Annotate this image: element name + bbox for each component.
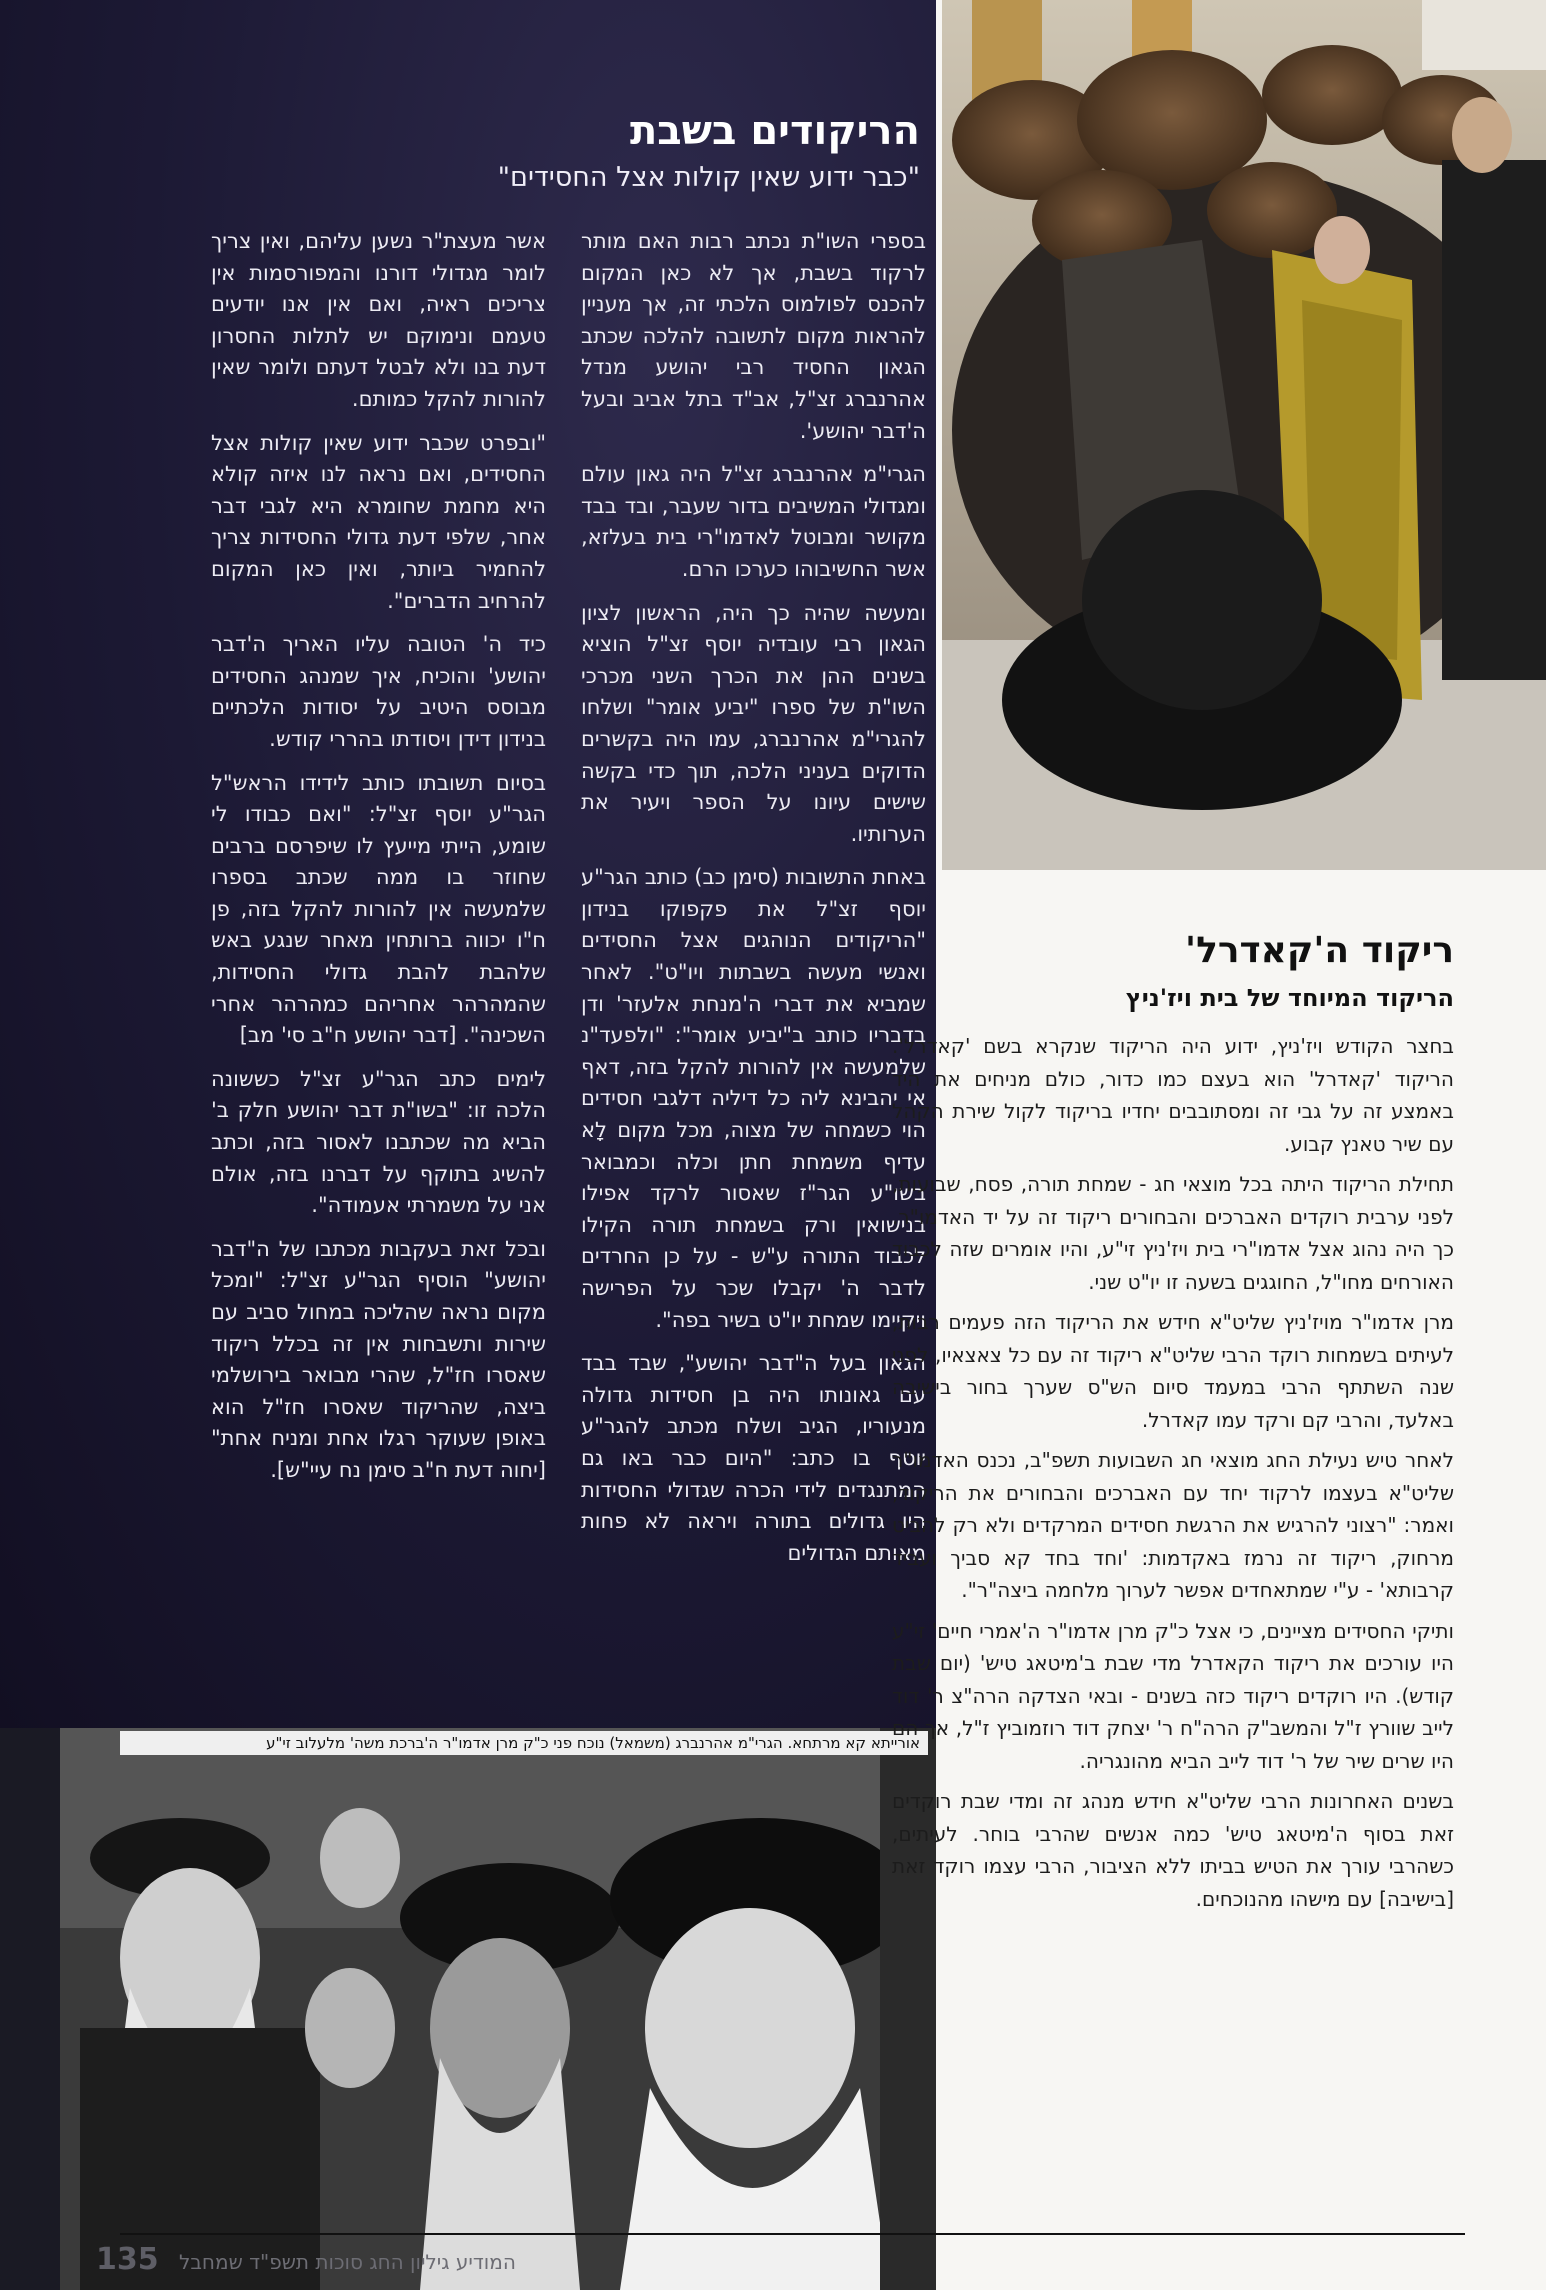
article-paragraph: באחת התשובות (סימן כב) כותב הגר"ע יוסף זצ"ל את פקפוקו בנידון "הריקודים הנוהגים אצל החסידים ואנשי מעשה בשבתות ויו"ט". לאחר שמביא את דברי ה'מנחת אלעזר' ודן בדבריו כותב ב"יביע אומר": "ולפעד"נ שלמעשה אין להורות להקל בזה, דאף אי יהבינא ליה כל דיליה דלגבי חסידים הוי כשמחה של מצוה, מכל מקום לָא עדיף משמחת חתן וכלה וכמבואר בשו"ע הגר"ז שאסור לרקד אפילו בנישואין ורק בשמחת תורה הקילו לכבוד התורה ע"ש - על כן החרדים לדבר ה' יקבלו שכר על הפרישה ויקיימו שמחת יו"ט בשיר בפה". xyxy=(581,865,926,1332)
article-paragraph: ובכל זאת בעקבות מכתבו של ה"דבר יהושע" הוסיף הגר"ע זצ"ל: "ומכל מקום נראה שהליכה במחול סביב עם שירות ותשבחות אין זה בכלל ריקוד שאסרו חז"ל, שהרי מבואר בירושלמי ביצה, שהריקוד שאסרו חז"ל הוא באופן שעוקר רגלו אחת ומניח אחת" [יחוה דעת ח"ב סימן נח עיי"ש]. xyxy=(211,1236,546,1482)
dance-photo-illustration xyxy=(942,0,1546,870)
article-paragraph: הגרי"מ אהרנברג זצ"ל היה גאון עולם ומגדולי המשיבים בדור שעבר, ובד בבד מקושר ומבוטל לאדמו"רי בית בעלזא, אשר החשיבוהו כערכו הרם. xyxy=(581,462,926,581)
article-paragraph: הגאון בעל ה"דבר יהושע", שבד בבד עם גאונותו היה בן חסידות גדולה מנעוריו, הגיב ושלח מכתב להגר"ע יוסף בו כתב: "היום כבר באו גם המתנגדים לידי הכרה שגדולי החסידות היו גדולים בתורה ויראה לא פחות מאותם הגדולים xyxy=(581,1351,926,1565)
sidebar-body xyxy=(892,1030,1454,1923)
article-subtitle: "כבר ידוע שאין קולות אצל החסידים" xyxy=(497,162,920,193)
sidebar-title: ריקוד ה'קאדרל' xyxy=(1185,930,1454,971)
sidebar-paragraph: תחילת הריקוד היתה בכל מוצאי חג - שמחת תורה, פסח, שבועות, לפני ערבית רוקדים האברכים והבחורים ריקוד זה על יד האדמו"ר. כך היה נהוג אצל אדמו"רי בית ויז'ניץ זי"ע, והיו אומרים שזה לכבוד האורחים מחו"ל, החוגגים בשעה זו יו"ט שני. xyxy=(892,1172,1454,1294)
rabbis-photo-illustration xyxy=(60,1728,936,2290)
photo-caption: אורייתא קא מרתחא. הגרי"מ אהרנברג (משמאל) נוכח פני כ"ק מרן אדמו"ר ה'ברכת משה' מלעלוב זי"ע xyxy=(120,1731,928,1755)
page-footer xyxy=(96,2240,656,2280)
footer-running-text: המודיע גיליון החג סוכות תשפ"ד שמחבל xyxy=(178,2250,516,2274)
sidebar-paragraph: מרן אדמו"ר מויז'ניץ שליט"א חידש את הריקוד הזה פעמים רבות, לעיתים בשמחות רוקד הרבי שליט"א ריקוד זה עם כל צאצאיו, לפני שנה השתתף הרבי במעמד סיום הש"ס שערך בחור בישיבה באלעד, והרבי קם ורקד עמו קאדרל. xyxy=(892,1310,1454,1432)
sidebar-paragraph: ותיקי החסידים מציינים, כי אצל כ"ק מרן אדמו"ר ה'אמרי חיים' זי"ע היו עורכים את ריקוד הקאדרל מדי שבת ב'מיטאג טיש' (יום שבת קודש). היו רוקדים ריקוד כזה בשנים - ובאי הצדקה הרה"צ ר' דוד לייב שוורץ ז"ל והמשב"ק הרה"ח ר' יצחק דוד רוזמוביץ ז"ל, אך הם היו שרים שיר של ר' דוד לייב הביא מהונגריה. xyxy=(892,1618,1454,1773)
footer-rule xyxy=(120,2233,1465,2235)
article-column-left xyxy=(211,226,546,1499)
sidebar-paragraph: לאחר טיש נעילת החג מוצאי חג השבועות תשפ"ב, נכנס האדמו"ר שליט"א בעצמו לרקוד יחד עם האברכים והבחורים את הריקוד, ואמר: "רצוני להרגיש את הרגשת חסידים המרקדים ולא רק להביט מרחוק, ריקוד זה נרמז באקדמות: 'וחד בחד קא סביך ועביד קרבותא' - ע"י שמתאחדים אפשר לערוך מלחמה ביצה"ר". xyxy=(892,1448,1454,1602)
sidebar-subtitle: הריקוד המיוחד של בית ויז'ניץ xyxy=(1125,984,1454,1012)
article-paragraph: בספרי השו"ת נכתב רבות האם מותר לרקוד בשבת, אך לא כאן המקום להכנס לפולמוס הלכתי זה, אך מעניין להראות מקום לתשובה להלכה שכתב הגאון החסיד רבי יהושע מנדל אהרנברג זצ"ל, אב"ד בתל אביב ובעל ה'דבר יהושע'. xyxy=(581,229,926,443)
article-paragraph: אשר מעצת"ר נשען עליהם, ואין צריך לומר מגדולי דורנו והמפורסמות אין צריכים ראיה, ואם אין אנו יודעים טעמם ונימוקם יש לתלות החסרון דעת בנו ולא לבטל דעתם ולומר שאין להורות להקל כמותם. xyxy=(211,229,546,411)
page-number: 135 xyxy=(96,2242,159,2277)
dance-photo xyxy=(942,0,1546,870)
article-paragraph: כיד ה' הטובה עליו האריך ה'דבר יהושע' והוכיח, איך שמנהג החסידים מבוסס היטיב על יסודות הלכתיים בנידון דידן ויסודתו בהררי קודש. xyxy=(211,632,546,751)
sidebar-paragraph: בחצר הקודש ויז'ניץ, ידוע היה הריקוד שנקרא בשם 'קאדרל'. הריקוד 'קאדרל' הוא בעצם כמו כדור, כולם מניחים את היד באמצע זה על גבי זה ומסתובבים יחדיו בריקוד לקול שירת הקהל עם שיר טאנץ קבוע. xyxy=(892,1034,1454,1156)
article-column-right xyxy=(581,226,926,1581)
article-paragraph: ומעשה שהיה כך היה, הראשון לציון הגאון רבי עובדיה יוסף זצ"ל הוציא בשנים ההן את הכרך השני מכרכי השו"ת של ספרו "יביע אומר" ושלחו להגרי"מ אהרנברג, עמו היה בקשרים הדוקים בעניני הלכה, תוך כדי בקשה שישים עיונו על הספר ויעיר את הערותיו. xyxy=(581,600,926,846)
rabbis-photo xyxy=(60,1728,936,2290)
article-paragraph: "ובפרט שכבר ידוע שאין קולות אצל החסידים, ואם נראה לנו איזה קולא היא מחמת שחומרא היא לגבי דבר אחר, שלפי דעת גדולי החסידות צריך להחמיר ביותר, ואין כאן המקום להרחיב הדברים". xyxy=(211,430,546,613)
sidebar-paragraph: בשנים האחרונות הרבי שליט"א חידש מנהג זה ומדי שבת רוקדים זאת בסוף ה'מיטאג טיש' כמה אנשים שהרבי בוחר. לעיתים, כשהרבי עורך את הטיש בביתו ללא הציבור, הרבי עצמו רוקד זאת [בישיבה] עם מישהו מהנוכחים. xyxy=(892,1789,1454,1911)
article-paragraph: בסיום תשובתו כותב לידידו הראש"ל הגר"ע יוסף זצ"ל: "ואם כבודו לי שומע, הייתי מייעץ לו שיפרסם ברבים שחוזר בו ממה שכתב בספרו שלמעשה אין להורות להקל בזה, פן ח"ו יכווה ברותחין מאחר שנגע באש שלהבת להבת גדולי החסידות, שהמהרהר אחריהם כמהרהר אחרי השכינה". [דבר יהושע ח"ב סי' מב] xyxy=(211,770,546,1048)
article-paragraph: לימים כתב הגר"ע זצ"ל כששונה הלכה זו: "בשו"ת דבר יהושע חלק ב' הביא מה שכתבנו לאסור בזה, וכתב להשיג בתוקף על דברנו בזה, אולם אני על משמרתי אעמודה". xyxy=(211,1066,546,1218)
article-title: הריקודים בשבת xyxy=(629,108,920,154)
